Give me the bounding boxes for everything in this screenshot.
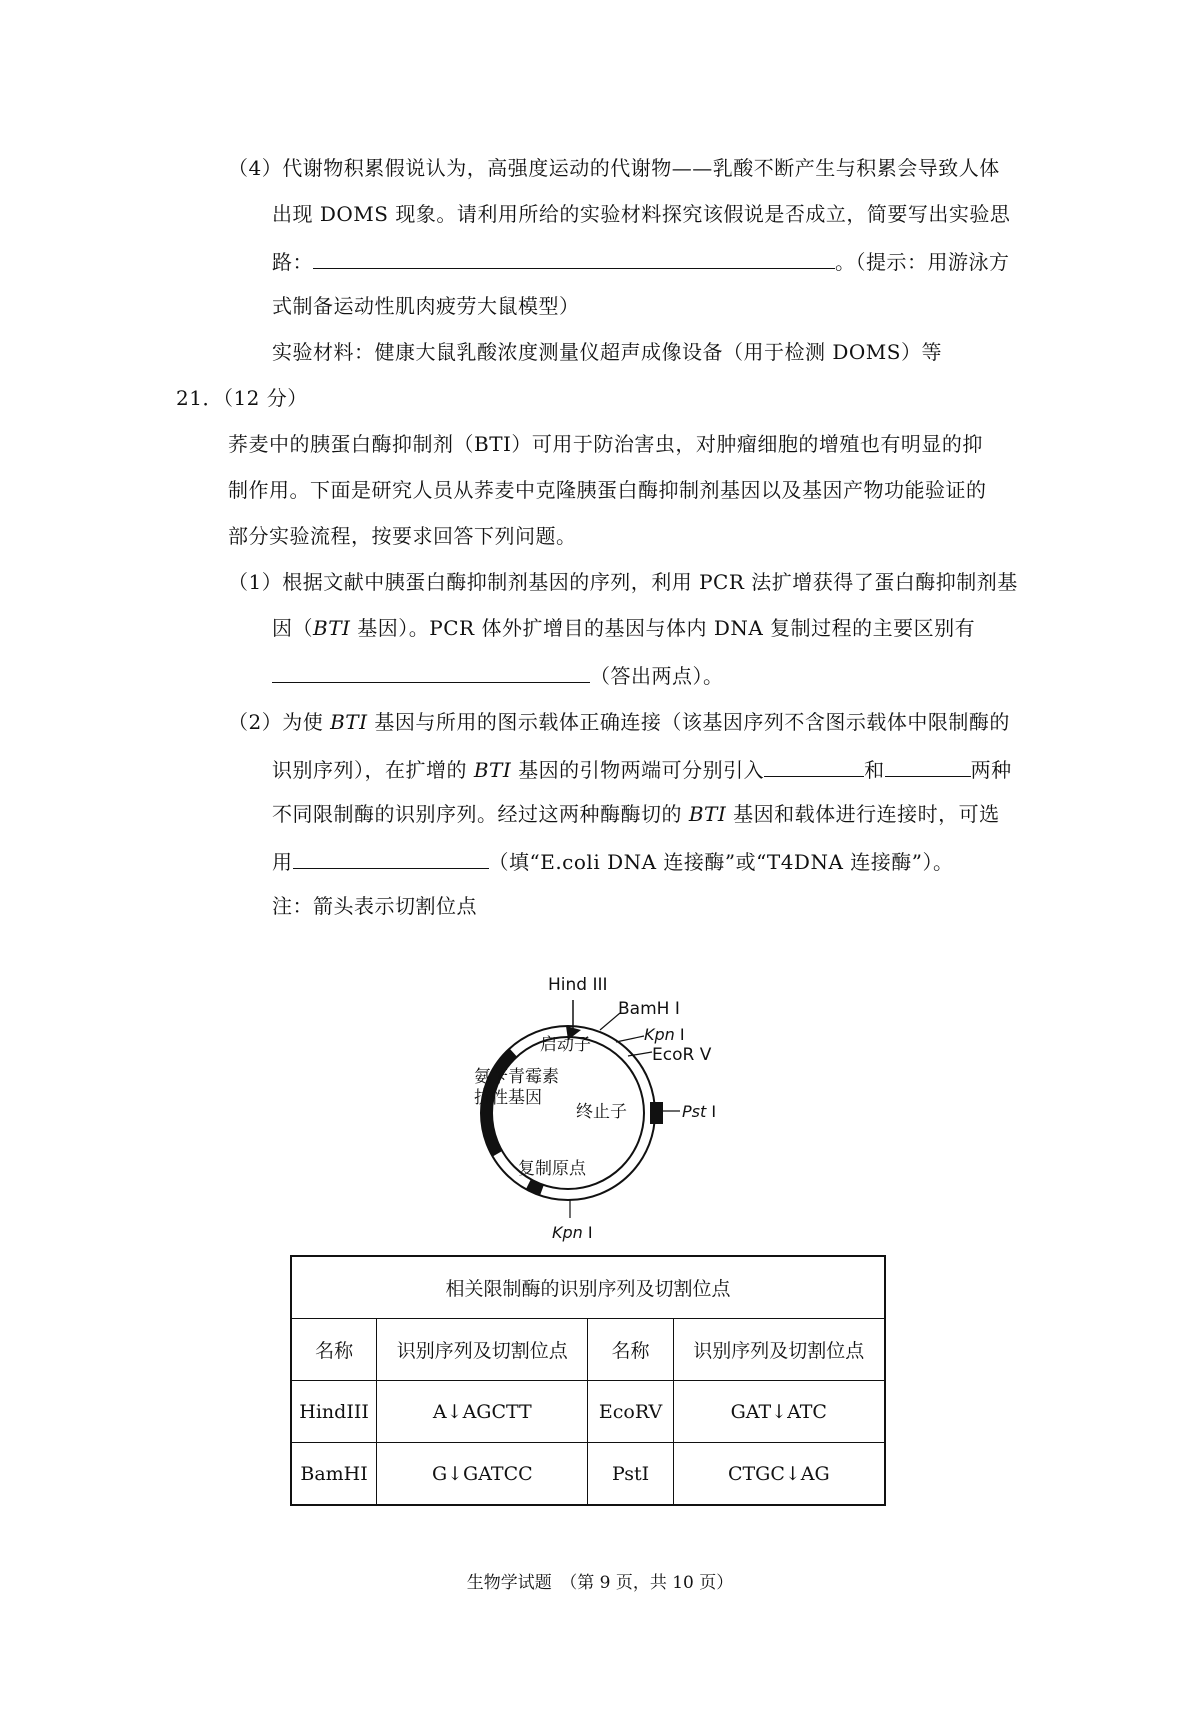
answer-blank[interactable]: [313, 246, 835, 269]
table-header-row: [291, 1319, 885, 1381]
table-cell: CTGC↓AG: [673, 1443, 885, 1506]
q21-2-line1: （2）为使 BTI 基因与所用的图示载体正确连接（该基因序列不含图示载体中限制酶的: [228, 710, 1010, 734]
restriction-enzyme-table: [290, 1255, 886, 1506]
amp-resistance-label-line2: 抗性基因: [474, 1088, 542, 1108]
pst-i-label: Pst I: [682, 1102, 717, 1121]
question-number: 21．: [176, 386, 223, 410]
answer-blank[interactable]: [885, 754, 971, 777]
ecor-v-label: EcoR V: [652, 1045, 712, 1065]
table-title: 相关限制酶的识别序列及切割位点: [291, 1256, 885, 1319]
table-cell: EcoRV: [588, 1381, 673, 1443]
origin-segment: [526, 1179, 544, 1196]
table-cell: BamHI: [291, 1443, 377, 1506]
table-cell: HindIII: [291, 1381, 377, 1443]
q21-1-line2: 因（BTI 基因）。PCR 体外扩增目的基因与体内 DNA 复制过程的主要区别有: [272, 616, 976, 640]
q20-4-line1: （4）代谢物积累假说认为，高强度运动的代谢物——乳酸不断产生与积累会导致人体: [228, 156, 1000, 180]
table-cell: A↓AGCTT: [377, 1381, 588, 1443]
q20-4-label: （4）: [228, 156, 283, 180]
q20-4-materials: 实验材料：健康大鼠乳酸浓度测量仪超声成像设备（用于检测 DOMS）等: [272, 340, 942, 364]
kpn-i-top-label: Kpn I: [644, 1025, 685, 1044]
question-score: （12 分）: [222, 386, 308, 410]
q21-2-line4: 用 （填“E.coli DNA 连接酶”或“T4DNA 连接酶”）。: [272, 846, 953, 876]
answer-blank[interactable]: [272, 660, 590, 683]
q21-1-line3: （答出两点）。: [272, 660, 724, 690]
q21-1-line1: （1）根据文献中胰蛋白酶抑制剂基因的序列，利用 PCR 法扩增获得了蛋白酶抑制剂基: [228, 570, 1018, 594]
table-header: 识别序列及切割位点: [673, 1319, 885, 1381]
promoter-label: 启动子: [540, 1035, 591, 1055]
amp-resistance-label-line1: 氨苄青霉素: [474, 1067, 559, 1087]
origin-label: 复制原点: [518, 1159, 586, 1179]
q20-4-line4: 式制备运动性肌肉疲劳大鼠模型）: [272, 294, 580, 318]
table-header: 名称: [588, 1319, 673, 1381]
hind-iii-label: Hind III: [548, 975, 608, 995]
terminator-label: 终止子: [576, 1102, 627, 1122]
q21-2-line2: 识别序列），在扩增的 BTI 基因的引物两端可分别引入 和 两种: [272, 754, 1012, 784]
q21-intro-line1: 荞麦中的胰蛋白酶抑制剂（BTI）可用于防治害虫，对肿瘤细胞的增殖也有明显的抑: [228, 432, 983, 456]
table-row: [291, 1443, 885, 1506]
q21-header: [176, 384, 308, 412]
answer-blank[interactable]: [293, 846, 489, 869]
table-header: 名称: [291, 1319, 377, 1381]
terminator-segment: [650, 1102, 663, 1124]
plasmid-diagram: [440, 970, 760, 1260]
table-cell: GAT↓ATC: [673, 1381, 885, 1443]
q21-intro-line3: 部分实验流程，按要求回答下列问题。: [228, 524, 577, 548]
table-header: 识别序列及切割位点: [377, 1319, 588, 1381]
bamh-i-label: BamH I: [618, 999, 680, 1019]
table-title-row: [291, 1256, 885, 1319]
table-cell: G↓GATCC: [377, 1443, 588, 1506]
page-footer: 生物学试题 （第 9 页，共 10 页）: [466, 1573, 734, 1593]
q20-4-line3: 路： 。（提示：用游泳方: [272, 246, 1010, 276]
q20-4-line2: 出现 DOMS 现象。请利用所给的实验材料探究该假说是否成立，简要写出实验思: [272, 202, 1011, 226]
answer-blank[interactable]: [764, 754, 864, 777]
q21-2-note: 注：箭头表示切割位点: [272, 894, 477, 918]
kpn-i-bottom-label: Kpn I: [552, 1223, 593, 1242]
q21-intro-line2: 制作用。下面是研究人员从荞麦中克隆胰蛋白酶抑制剂基因以及基因产物功能验证的: [228, 478, 987, 502]
table-row: [291, 1381, 885, 1443]
table-cell: PstI: [588, 1443, 673, 1506]
q21-2-line3: 不同限制酶的识别序列。经过这两种酶酶切的 BTI 基因和载体进行连接时，可选: [272, 802, 1000, 826]
